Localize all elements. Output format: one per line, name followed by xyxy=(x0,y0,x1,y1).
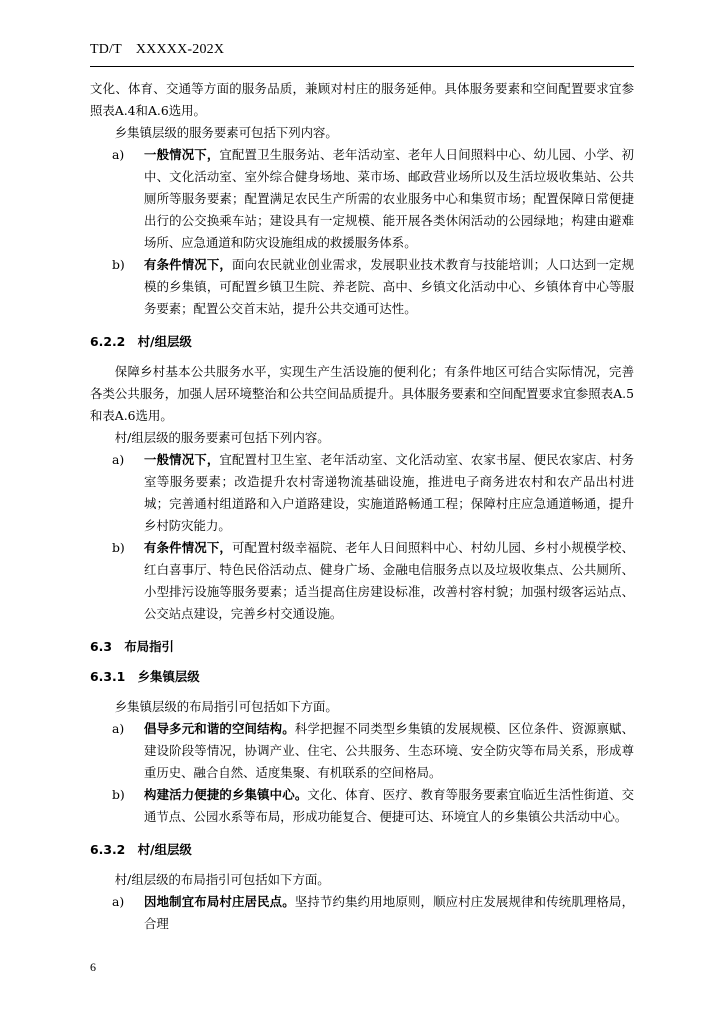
list-text: 可配置村级幸福院、老年人日间照料中心、村幼儿园、乡村小规模学校、红白喜事厅、特色民俗活动点、健身广场、金融电信服务点以及垃圾收集点、公共厕所、小型排污设施等服务要素；适当提高住房建设标准，改善村容村貌；加强村级客运站点、公交站点建设，完善乡村交通设施。 xyxy=(144,540,635,621)
paragraph-village-intro: 村/组层级的服务要素可包括下列内容。 xyxy=(114,430,330,445)
list-lead: 一般情况下， xyxy=(144,147,220,162)
list-item-layout-town-a xyxy=(90,718,634,784)
list-lead: 因地制宜布局村庄居民点。 xyxy=(144,894,295,909)
list-text: 宜配置卫生服务站、老年活动室、老年人日间照料中心、幼儿园、小学、初中、文化活动室、室外综合健身场地、菜市场、邮政营业场所以及生活垃圾收集站、公共厕所等服务要素；配置满足农民生产所需的农业服务中心和集贸市场；配置保障日常便捷出行的公交换乘车站；建设具有一定规模、能开展各类休闲活动的公园绿地；构建由避难场所、应急通道和防灾设施组成的救援服务体系。 xyxy=(144,147,635,250)
paragraph-village-1: 保障乡村基本公共服务水平，实现生产生活设施的便利化；有条件地区可结合实际情况，完善各类公共服务，加强人居环境整治和公共空间品质提升。具体服务要素和空间配置要求宜参照表A.5和表A.6选用。 xyxy=(90,364,634,423)
list-lead: 有条件情况下， xyxy=(144,257,232,272)
list-label: a) xyxy=(112,452,125,467)
standard-code-header: TD/T XXXXX-202X xyxy=(90,42,225,57)
heading-6-3-1: 6.3.1 乡集镇层级 xyxy=(90,669,200,684)
list-label: b) xyxy=(112,787,125,802)
list-item-town-b xyxy=(90,254,634,320)
list-text: 文化、体育、医疗、教育等服务要素宜临近生活性街道、交通节点、公园水系等布局，形成功能复合、便捷可达、环境宜人的乡集镇公共活动中心。 xyxy=(144,787,635,824)
list-item-layout-village-a xyxy=(90,891,634,935)
heading-6-3: 6.3 布局指引 xyxy=(90,639,174,654)
paragraph-layout-town-intro: 乡集镇层级的布局指引可包括如下方面。 xyxy=(114,699,338,714)
list-text: 宜配置村卫生室、老年活动室、文化活动室、农家书屋、便民农家店、村务室等服务要素；改造提升农村寄递物流基础设施，推进电子商务进农村和农产品出村进城；完善通村组道路和入户道路建设，实施道路畅通工程；保障村庄应急通道畅通，提升乡村防灾能力。 xyxy=(144,452,635,533)
list-text: 科学把握不同类型乡集镇的发展规模、区位条件、资源禀赋、建设阶段等情况，协调产业、住宅、公共服务、生态环境、安全防灾等布局关系，形成尊重历史、融合自然、适度集聚、有机联系的空间格局。 xyxy=(144,721,635,780)
list-text: 面向农民就业创业需求，发展职业技术教育与技能培训；人口达到一定规模的乡集镇，可配置乡镇卫生院、养老院、高中、乡镇文化活动中心、乡镇体育中心等服务要素；配置公交首末站，提升公共交通可达性。 xyxy=(144,257,635,316)
list-label: b) xyxy=(112,257,125,272)
list-item-town-a xyxy=(90,144,634,254)
list-label: a) xyxy=(112,894,125,909)
paragraph-layout-village-intro: 村/组层级的布局指引可包括如下方面。 xyxy=(114,872,330,887)
page-number: 6 xyxy=(90,960,96,974)
document-body xyxy=(90,78,634,935)
heading-6-2-2: 6.2.2 村/组层级 xyxy=(90,334,192,349)
list-lead: 一般情况下， xyxy=(144,452,220,467)
list-label: a) xyxy=(112,721,125,736)
paragraph-town-intro: 乡集镇层级的服务要素可包括下列内容。 xyxy=(114,125,338,140)
list-item-village-a xyxy=(90,449,634,537)
list-label: a) xyxy=(112,147,125,162)
list-lead: 构建活力便捷的乡集镇中心。 xyxy=(144,787,308,802)
list-item-layout-town-b xyxy=(90,784,634,828)
list-lead: 有条件情况下， xyxy=(144,540,232,555)
list-item-village-b xyxy=(90,537,634,625)
list-label: b) xyxy=(112,540,125,555)
heading-6-3-2: 6.3.2 村/组层级 xyxy=(90,842,192,857)
list-text: 坚持节约集约用地原则，顺应村庄发展规律和传统肌理格局，合理 xyxy=(144,894,635,931)
paragraph-continuation: 文化、体育、交通等方面的服务品质，兼顾对村庄的服务延伸。具体服务要素和空间配置要求宜参照表A.4和A.6选用。 xyxy=(90,81,634,118)
header-rule xyxy=(90,66,634,67)
list-lead: 倡导多元和谐的空间结构。 xyxy=(144,721,295,736)
